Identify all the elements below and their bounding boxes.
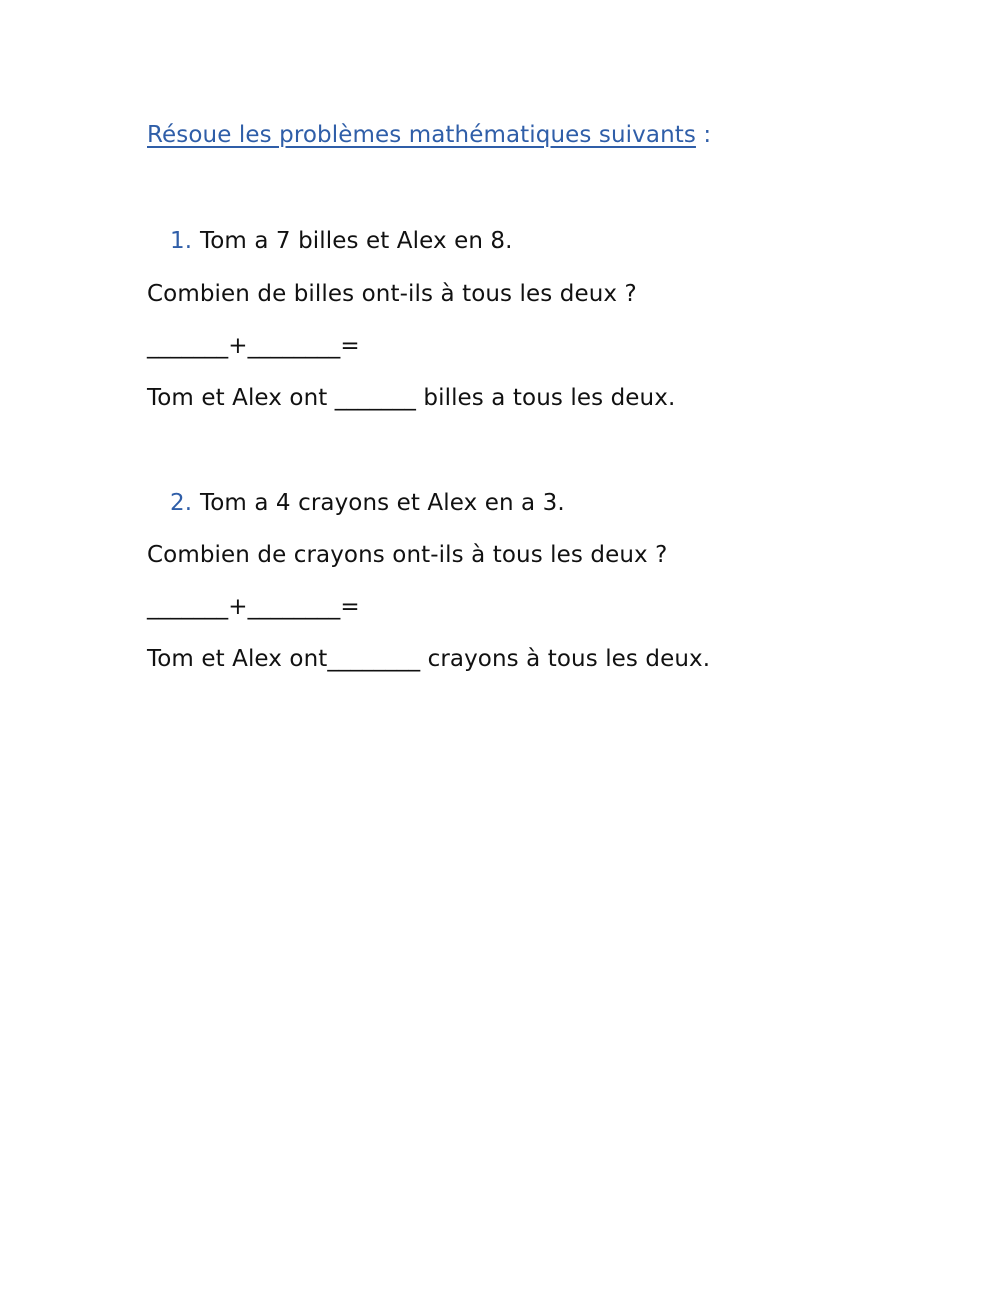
page-title [147,120,711,150]
problem-1-question: Combien de billes ont-ils à tous les deux ? [147,281,637,307]
problem-2-question: Combien de crayons ont-ils à tous les deux ? [147,542,668,568]
problem-2-equation: _______+________= [147,594,360,620]
problem-2-answer: Tom et Alex ont________ crayons à tous les deux. [147,646,711,672]
problem-1-answer: Tom et Alex ont _______ billes a tous les deux. [147,385,676,411]
problem-1-equation: _______+________= [147,333,360,359]
problem-2-statement [170,488,565,518]
problem-1-number: 1. [170,228,193,254]
problem-1-statement [170,226,513,256]
problem-2-number: 2. [170,490,193,516]
title-text: Résoue les problèmes mathématiques suivants [147,122,696,148]
problem-1-text: Tom a 7 billes et Alex en 8. [200,228,513,254]
title-suffix: : [695,122,712,148]
problem-2-text: Tom a 4 crayons et Alex en a 3. [200,490,565,516]
